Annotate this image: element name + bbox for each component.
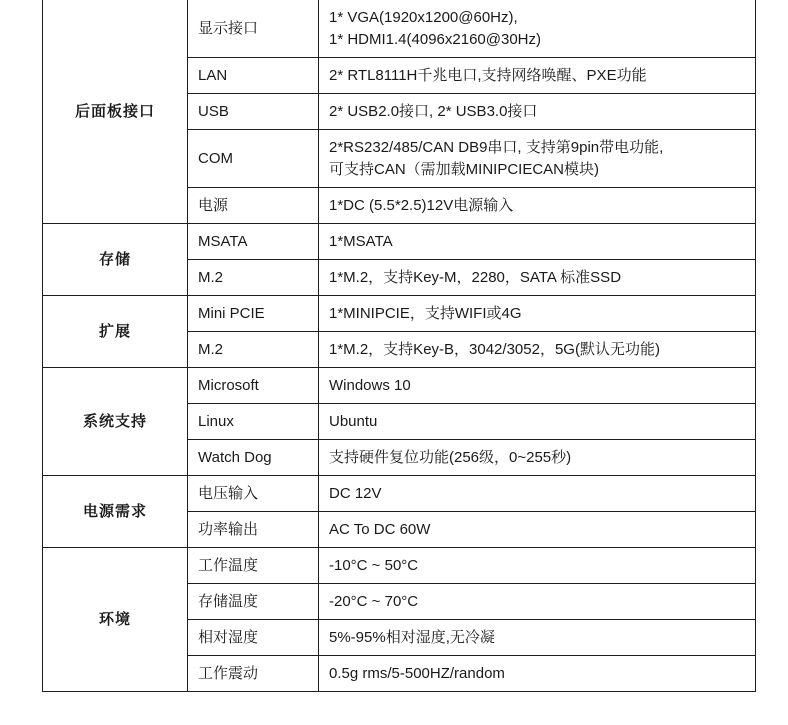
value-cell (319, 94, 756, 130)
table-row (43, 548, 756, 584)
value-line: -10°C ~ 50°C (329, 556, 419, 574)
value-cell (319, 404, 756, 440)
value-cell (319, 368, 756, 404)
value-cell (319, 548, 756, 584)
value-line: AC To DC 60W (329, 520, 431, 538)
category-cell: 后面板接口 (43, 0, 188, 224)
subcategory-cell: 电压输入 (188, 476, 319, 512)
subcategory-cell: Linux (188, 404, 319, 440)
specification-table (42, 0, 756, 692)
subcategory-cell: Mini PCIE (188, 296, 319, 332)
table-row (43, 224, 756, 260)
value-cell (319, 58, 756, 94)
value-cell (319, 512, 756, 548)
value-line: 1*DC (5.5*2.5)12V电源输入 (329, 196, 514, 214)
value-line: 1*MINIPCIE，支持WIFI或4G (329, 304, 522, 322)
value-cell (319, 224, 756, 260)
subcategory-cell: 工作温度 (188, 548, 319, 584)
value-cell (319, 296, 756, 332)
value-line: 支持硬件复位功能(256级，0~255秒) (329, 448, 572, 466)
value-cell (319, 584, 756, 620)
category-cell: 系统支持 (43, 368, 188, 476)
subcategory-cell: USB (188, 94, 319, 130)
subcategory-cell: 功率输出 (188, 512, 319, 548)
subcategory-cell: 工作震动 (188, 656, 319, 692)
value-line: -20°C ~ 70°C (329, 592, 419, 610)
value-cell (319, 620, 756, 656)
table-row (43, 296, 756, 332)
value-line: 1* HDMI1.4(4096x2160@30Hz) (329, 30, 541, 48)
value-line: 1*MSATA (329, 232, 393, 250)
subcategory-cell: Watch Dog (188, 440, 319, 476)
value-line: 2*RS232/485/CAN DB9串口, 支持第9pin带电功能, (329, 138, 664, 156)
subcategory-cell: COM (188, 130, 319, 188)
value-line: 1*M.2，支持Key-B，3042/3052，5G(默认无功能) (329, 340, 660, 358)
value-cell (319, 332, 756, 368)
subcategory-cell: Microsoft (188, 368, 319, 404)
value-cell (319, 130, 756, 188)
subcategory-cell: 电源 (188, 188, 319, 224)
table-row (43, 476, 756, 512)
category-cell: 环境 (43, 548, 188, 692)
value-line: Windows 10 (329, 376, 411, 394)
value-cell (319, 656, 756, 692)
subcategory-cell: M.2 (188, 260, 319, 296)
value-line: 1* VGA(1920x1200@60Hz), (329, 8, 518, 26)
subcategory-cell: M.2 (188, 332, 319, 368)
category-cell: 电源需求 (43, 476, 188, 548)
value-cell (319, 476, 756, 512)
table-row (43, 0, 756, 58)
value-cell (319, 188, 756, 224)
value-line: DC 12V (329, 484, 382, 502)
subcategory-cell: 存储温度 (188, 584, 319, 620)
subcategory-cell: 显示接口 (188, 0, 319, 58)
subcategory-cell: LAN (188, 58, 319, 94)
value-line: 0.5g rms/5-500HZ/random (329, 664, 505, 682)
value-cell (319, 440, 756, 476)
value-line: 2* USB2.0接口, 2* USB3.0接口 (329, 102, 538, 120)
category-cell: 存储 (43, 224, 188, 296)
subcategory-cell: MSATA (188, 224, 319, 260)
value-line: 可支持CAN（需加载MINIPCIECAN模块) (329, 160, 600, 178)
subcategory-cell: 相对湿度 (188, 620, 319, 656)
value-line: 2* RTL8111H千兆电口,支持网络唤醒、PXE功能 (329, 66, 647, 84)
value-cell (319, 0, 756, 58)
table-row (43, 368, 756, 404)
category-cell: 扩展 (43, 296, 188, 368)
value-line: 1*M.2，支持Key-M，2280，SATA 标准SSD (329, 268, 622, 286)
value-cell (319, 260, 756, 296)
value-line: 5%-95%相对湿度,无冷凝 (329, 628, 495, 646)
value-line: Ubuntu (329, 412, 378, 430)
